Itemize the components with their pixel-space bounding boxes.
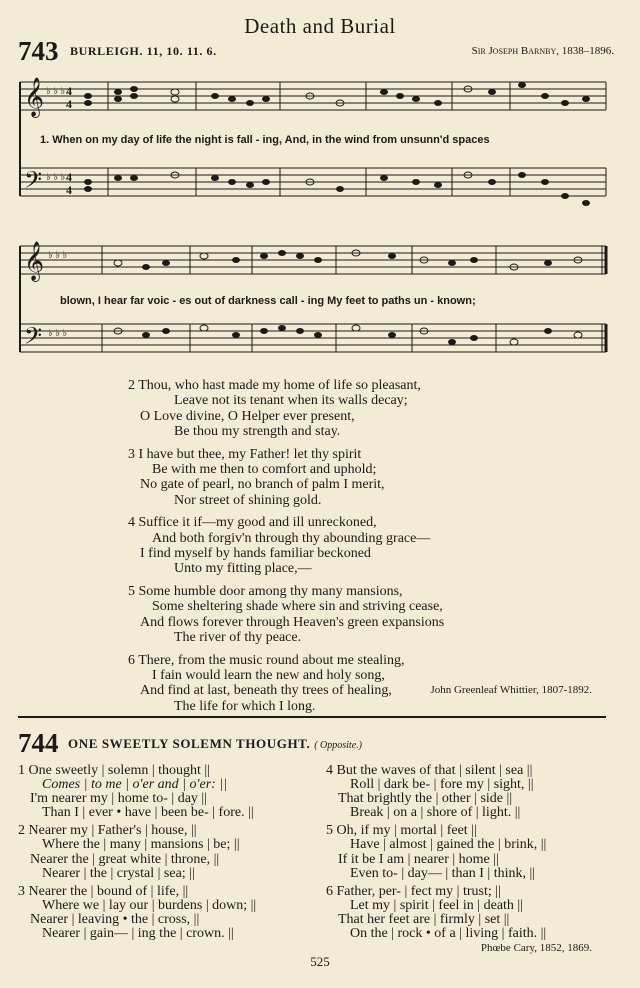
section-divider <box>18 716 606 718</box>
svg-text:𝄞: 𝄞 <box>24 241 45 281</box>
stanza-4: 4 Suffice it if—my good and ill unreckoned, And both forgiv'n through thy abounding grace— I find myself by hands familiar beckoned Unto my fitting place,— <box>128 515 431 577</box>
chant-verse-3: 3 Nearer the | bound of | life, || Where we | lay our | burdens | down; || Nearer | leaving • the | cross, || Nearer | gain— | ing the | crown. || <box>18 883 257 942</box>
page-title: Death and Burial <box>244 14 396 38</box>
chant-verse-4: 4 But the waves of that | silent | sea || Roll | dark be- | fore my | sight, || That brightly the | other | side || Break | on a | shore of | light. || <box>326 763 534 821</box>
svg-text:4: 4 <box>66 170 72 184</box>
stanza-3: 3 I have but thee, my Father! let thy spirit Be with me then to comfort and uphold; No gate of pearl, no branch of palm I merit, Nor street of shining gold. <box>128 446 385 508</box>
stanza-6: 6 There, from the music round about me stealing, I fain would learn the new and holy song, And find at last, beneath thy trees of healing, The life for which I long. <box>128 652 405 714</box>
stanza-5: 5 Some humble door among thy many mansions, Some sheltering shade where sin and striving cease, And flows forever through Heaven's green expansions The river of thy peace. <box>128 583 445 646</box>
author-credit-744: Phœbe Cary, 1852, 1869. <box>480 942 592 954</box>
svg-text:♭ ♭ ♭: ♭ ♭ ♭ <box>48 328 68 339</box>
chant-verse-2: 2 Nearer my | Father's | house, || Where the | many | mansions | be; || Nearer the | great white | throne, || Nearer | the | crystal | sea; || <box>18 823 240 881</box>
chant-verse-1: 1 One sweetly | solemn | thought || Comes | to me | o'er and | o'er: || I'm nearer my | home to- | day || Than I | ever • have | been be- | fore. || <box>18 763 254 821</box>
stanza-2: 2 Thou, who hast made my home of life so pleasant, Leave not its tenant when its walls decay; O Love divine, O Helper ever present, Be thou my strength and stay. <box>128 378 421 440</box>
chant-left-column <box>18 764 318 945</box>
opposite-note: ( Opposite.) <box>314 740 362 751</box>
chant-right-column <box>326 764 626 945</box>
lyric-line-2: blown, I hear far voic - es out of darkness call - ing My feet to paths un - known; <box>60 295 476 307</box>
svg-text:𝄢: 𝄢 <box>24 322 43 355</box>
svg-text:♭ ♭ ♭: ♭ ♭ ♭ <box>46 86 66 97</box>
hymn-743-header <box>18 36 618 68</box>
hymn-number: 743 <box>18 36 59 66</box>
chant-verse-6: 6 Father, per- | fect my | trust; || Let my | spirit | feel in | death || That her feet are | firmly | set || On the | rock • of a | living | faith. || <box>326 883 547 942</box>
chant-verse-5: 5 Oh, if my | mortal | feet || Have | almost | gained the | brink, || If it be I am | nearer | home || Even to- | day— | than I | think, || <box>326 823 547 881</box>
page-number: 525 <box>310 954 330 969</box>
svg-text:𝄞: 𝄞 <box>24 77 45 117</box>
hymn-number: 744 <box>18 728 59 758</box>
svg-text:♭ ♭ ♭: ♭ ♭ ♭ <box>48 250 68 261</box>
author-credit-743: John Greenleaf Whittier, 1807-1892. <box>430 684 592 696</box>
lyric-line-1: 1. When on my day of life the night is fall - ing, And, in the wind from unsunn'd spaces <box>40 134 490 146</box>
svg-text:4: 4 <box>66 97 72 111</box>
composer-credit: Sir Joseph Barnby, 1838–1896. <box>471 45 614 57</box>
svg-text:4: 4 <box>66 183 72 197</box>
svg-text:♭ ♭ ♭: ♭ ♭ ♭ <box>46 172 66 183</box>
hymn-743-stanzas <box>128 378 608 721</box>
tune-name: BURLEIGH. 11, 10. 11. 6. <box>70 44 217 58</box>
svg-text:4: 4 <box>66 84 72 98</box>
hymn-title: ONE SWEETLY SOLEMN THOUGHT. <box>68 736 311 751</box>
svg-text:𝄢: 𝄢 <box>24 166 43 199</box>
